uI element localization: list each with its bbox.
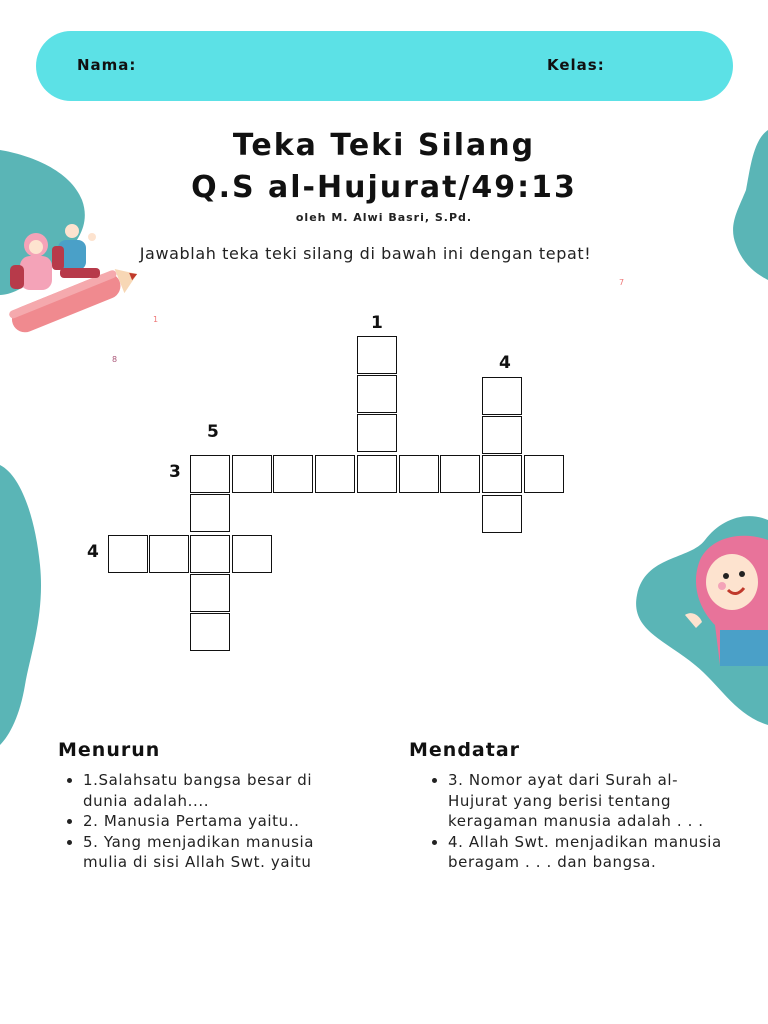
crossword-cell[interactable] <box>108 535 148 573</box>
tiny-mark: 8 <box>112 355 118 364</box>
instruction-text: Jawablah teka teki silang di bawah ini dengan tepat! <box>139 244 592 263</box>
crossword-cell[interactable] <box>357 455 397 493</box>
across-clues-title: Mendatar <box>409 739 521 761</box>
crossword-cell[interactable] <box>440 455 480 493</box>
crossword-cell[interactable] <box>232 535 272 573</box>
hijab-girl-illustration <box>680 530 768 670</box>
down-clues-list <box>58 770 353 873</box>
crossword-cell[interactable] <box>190 494 230 532</box>
page-subtitle: Q.S al-Hujurat/49:13 <box>191 170 577 205</box>
down-clue-item: • 1.Salahsatu bangsa besar di dunia adalah.... <box>83 770 353 811</box>
crossword-cell[interactable] <box>149 535 189 573</box>
crossword-cell[interactable] <box>273 455 313 493</box>
author-line: oleh M. Alwi Basri, S.Pd. <box>295 211 473 224</box>
tiny-mark: 1 <box>153 315 159 324</box>
clue-number-3-across: 3 <box>169 462 181 482</box>
clue-number-4-down: 4 <box>499 353 511 373</box>
crossword-cell[interactable] <box>190 574 230 612</box>
kelas-label: Kelas: <box>547 56 605 74</box>
crossword-cell[interactable] <box>190 455 230 493</box>
crossword-cell[interactable] <box>357 336 397 374</box>
header-bar <box>36 31 733 101</box>
crossword-cell[interactable] <box>190 613 230 651</box>
clue-number-4-across: 4 <box>87 542 99 562</box>
page-title: Teka Teki Silang <box>232 128 536 163</box>
down-clue-item: • 2. Manusia Pertama yaitu.. <box>83 811 353 832</box>
crossword-cell[interactable] <box>357 414 397 452</box>
clue-number-5-down: 5 <box>207 422 219 442</box>
crossword-cell[interactable] <box>482 495 522 533</box>
tiny-mark: 7 <box>619 278 625 287</box>
crossword-cell[interactable] <box>232 455 272 493</box>
down-clue-item: • 5. Yang menjadikan manusia mulia di sisi Allah Swt. yaitu <box>83 832 353 873</box>
teal-blob-left-bottom <box>0 465 45 745</box>
crossword-cell[interactable] <box>482 377 522 415</box>
crossword-cell[interactable] <box>482 455 522 493</box>
nama-label: Nama: <box>77 56 137 74</box>
down-clues-title: Menurun <box>58 739 161 761</box>
across-clues-list <box>423 770 728 873</box>
across-clue-item: • 3. Nomor ayat dari Surah al-Hujurat yang berisi tentang keragaman manusia adalah . . . <box>448 770 728 832</box>
crossword-cell[interactable] <box>482 416 522 454</box>
crossword-cell[interactable] <box>315 455 355 493</box>
across-clue-item: • 4. Allah Swt. menjadikan manusia beragam . . . dan bangsa. <box>448 832 728 873</box>
crossword-cell[interactable] <box>190 535 230 573</box>
crossword-cell[interactable] <box>399 455 439 493</box>
clue-number-1-down: 1 <box>371 313 383 333</box>
crossword-cell[interactable] <box>357 375 397 413</box>
kids-on-pencil-illustration <box>0 210 145 345</box>
crossword-cell[interactable] <box>524 455 564 493</box>
